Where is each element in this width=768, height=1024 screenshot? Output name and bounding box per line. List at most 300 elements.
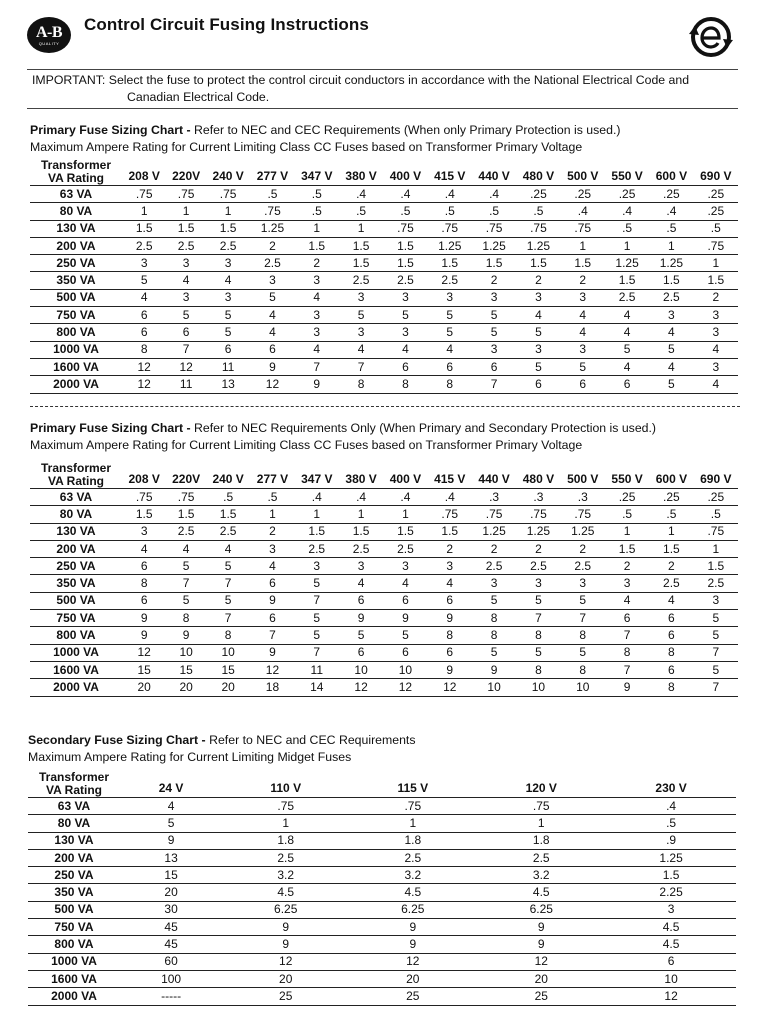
fuse-rating-cell: 9 (339, 610, 383, 627)
fuse-rating-cell: 4 (605, 324, 649, 341)
voltage-column-header: 600 V (655, 472, 688, 486)
fuse-rating-cell: 3 (383, 324, 427, 341)
voltage-column-header: 277 V (256, 472, 289, 486)
important-line-1: IMPORTANT: Select the fuse to protect the control circuit conductors in accordance with the National Electrical Code and (32, 73, 690, 87)
fuse-rating-cell: 2 (428, 540, 472, 557)
chart1-title-bold: Primary Fuse Sizing Chart - (30, 123, 191, 137)
fuse-rating-cell: 1 (383, 506, 427, 523)
fuse-rating-cell: 5 (561, 644, 605, 661)
fuse-rating-cell: 10 (561, 679, 605, 696)
va-rating-cell: 63 VA (30, 186, 122, 203)
va-rating-cell: 1000 VA (28, 953, 120, 970)
fuse-rating-cell: 4 (166, 272, 206, 289)
fuse-rating-cell: 12 (222, 953, 349, 970)
fuse-rating-cell: 1 (250, 506, 294, 523)
fuse-rating-cell: 5 (516, 592, 560, 609)
table-row (30, 324, 738, 341)
fuse-rating-cell: 20 (122, 679, 166, 696)
fuse-rating-cell: 5 (383, 307, 427, 324)
fuse-rating-cell: ----- (120, 988, 222, 1005)
voltage-column-header: 240 V (212, 169, 244, 183)
fuse-rating-cell: 2 (649, 558, 693, 575)
table-row (30, 540, 738, 557)
important-line-2: Canadian Electrical Code. (127, 90, 270, 104)
fuse-rating-cell: 7 (561, 610, 605, 627)
fuse-rating-cell: 3 (516, 341, 560, 358)
fuse-rating-cell: .75 (222, 798, 349, 815)
fuse-rating-cell: 1 (122, 203, 166, 220)
fuse-rating-cell: 2 (472, 272, 516, 289)
fuse-rating-cell: 5 (694, 661, 738, 678)
voltage-column-header: 220V (172, 169, 201, 183)
fuse-rating-cell: 1.25 (472, 237, 516, 254)
chart2-title-bold: Primary Fuse Sizing Chart - (30, 421, 191, 435)
important-rule (27, 108, 738, 109)
fuse-rating-cell: 1.25 (250, 220, 294, 237)
fuse-rating-cell: 7 (250, 627, 294, 644)
fuse-rating-cell: 12 (122, 376, 166, 393)
fuse-rating-cell: 1.5 (606, 867, 736, 884)
fuse-rating-cell: 6 (166, 324, 206, 341)
table-row (28, 815, 736, 832)
fuse-rating-cell: .4 (472, 186, 516, 203)
fuse-rating-cell: 3 (694, 592, 738, 609)
fuse-rating-cell: .25 (694, 489, 738, 506)
fuse-rating-cell: 1 (649, 237, 693, 254)
fuse-rating-cell: 2.5 (561, 558, 605, 575)
fuse-rating-cell: 3 (166, 289, 206, 306)
fuse-rating-cell: 2.5 (339, 540, 383, 557)
fuse-rating-cell: 6 (339, 592, 383, 609)
fuse-rating-cell: 8 (561, 627, 605, 644)
fuse-rating-cell: .4 (339, 186, 383, 203)
fuse-rating-cell: 7 (295, 592, 339, 609)
fuse-rating-cell: 6 (122, 324, 166, 341)
fuse-rating-cell: 8 (428, 627, 472, 644)
fuse-rating-cell: 9 (383, 610, 427, 627)
fuse-rating-cell: 1.25 (605, 255, 649, 272)
fuse-rating-cell: 7 (206, 610, 250, 627)
va-rating-cell: 1000 VA (30, 644, 122, 661)
table-row (28, 901, 736, 918)
fuse-rating-cell: 2.5 (649, 575, 693, 592)
fuse-rating-cell: .75 (694, 523, 738, 540)
fuse-rating-cell: 3 (206, 289, 250, 306)
fuse-rating-cell: 3 (561, 289, 605, 306)
fuse-rating-cell: 1.25 (516, 523, 560, 540)
fuse-rating-cell: .4 (649, 203, 693, 220)
fuse-rating-cell: 4 (206, 540, 250, 557)
fuse-rating-cell: 8 (561, 661, 605, 678)
fuse-rating-cell: .4 (606, 798, 736, 815)
va-rating-cell: 200 VA (30, 540, 122, 557)
fuse-rating-cell: 2.5 (250, 255, 294, 272)
table-row (30, 558, 738, 575)
fuse-rating-cell: 5 (339, 627, 383, 644)
secondary-fuse-table (28, 771, 736, 1006)
fuse-rating-cell: 6.25 (222, 901, 349, 918)
fuse-rating-cell: 5 (166, 558, 206, 575)
fuse-rating-cell: 3 (516, 575, 560, 592)
va-rating-cell: 750 VA (30, 610, 122, 627)
fuse-rating-cell: 60 (120, 953, 222, 970)
fuse-rating-cell: 4 (649, 592, 693, 609)
fuse-rating-cell: 2.5 (428, 272, 472, 289)
table-row (30, 610, 738, 627)
fuse-rating-cell: .75 (250, 203, 294, 220)
fuse-rating-cell: 9 (250, 644, 294, 661)
fuse-rating-cell: .75 (122, 186, 166, 203)
fuse-rating-cell: 1.25 (428, 237, 472, 254)
fuse-rating-cell: 5 (561, 592, 605, 609)
fuse-rating-cell: 3 (383, 289, 427, 306)
fuse-rating-cell: 5 (516, 358, 560, 375)
fuse-rating-cell: 3 (295, 558, 339, 575)
fuse-rating-cell: 3.2 (349, 867, 476, 884)
fuse-rating-cell: 4.5 (606, 936, 736, 953)
table-row (30, 644, 738, 661)
fuse-rating-cell: 12 (166, 358, 206, 375)
fuse-rating-cell: 12 (122, 358, 166, 375)
allen-bradley-logo (27, 17, 71, 53)
fuse-rating-cell: 3 (428, 289, 472, 306)
fuse-rating-cell: 30 (120, 901, 222, 918)
fuse-rating-cell: .75 (561, 220, 605, 237)
fuse-rating-cell: 12 (339, 679, 383, 696)
fuse-rating-cell: 5 (605, 341, 649, 358)
fuse-rating-cell: 4.5 (476, 884, 606, 901)
fuse-rating-cell: 45 (120, 919, 222, 936)
fuse-rating-cell: 4.5 (349, 884, 476, 901)
fuse-rating-cell: 5 (516, 324, 560, 341)
fuse-rating-cell: 2.5 (649, 289, 693, 306)
fuse-rating-cell: .25 (605, 186, 649, 203)
chart2-title-rest: Refer to NEC Requirements Only (When Primary and Secondary Protection is used.) (190, 421, 657, 435)
fuse-rating-cell: .25 (516, 186, 560, 203)
corner-header-line-1: Transformer (38, 770, 110, 784)
fuse-rating-cell: 8 (122, 575, 166, 592)
fuse-rating-cell: .25 (605, 489, 649, 506)
fuse-rating-cell: 5 (383, 627, 427, 644)
voltage-column-header: 440 V (478, 472, 510, 486)
table-row (30, 376, 738, 393)
voltage-column-header: 380 V (345, 169, 377, 183)
fuse-rating-cell: 6.25 (349, 901, 476, 918)
table-row (30, 289, 738, 306)
fuse-rating-cell: .4 (383, 489, 427, 506)
fuse-rating-cell: 2.5 (295, 540, 339, 557)
fuse-rating-cell: 9 (166, 627, 206, 644)
table-row (28, 798, 736, 815)
fuse-rating-cell: 10 (339, 661, 383, 678)
fuse-rating-cell: .5 (383, 203, 427, 220)
table-row (28, 919, 736, 936)
fuse-rating-cell: 3 (605, 575, 649, 592)
primary-fuse-table-1 (30, 159, 738, 394)
voltage-column-header: 480 V (522, 472, 555, 486)
fuse-rating-cell: 6.25 (476, 901, 606, 918)
fuse-rating-cell: 3 (472, 575, 516, 592)
fuse-rating-cell: 1.5 (339, 237, 383, 254)
fuse-rating-cell: 5 (206, 592, 250, 609)
voltage-column-header: 110 V (270, 781, 302, 795)
fuse-rating-cell: 1.5 (605, 272, 649, 289)
fuse-rating-cell: 6 (122, 307, 166, 324)
fuse-rating-cell: 6 (606, 953, 736, 970)
va-rating-cell: 800 VA (30, 324, 122, 341)
fuse-rating-cell: 15 (122, 661, 166, 678)
fuse-rating-cell: 10 (606, 970, 736, 987)
voltage-column-header: 347 V (301, 472, 333, 486)
va-rating-cell: 2000 VA (30, 376, 122, 393)
fuse-rating-cell: 6 (516, 376, 560, 393)
fuse-rating-cell: 5 (472, 644, 516, 661)
fuse-rating-cell: 1.5 (428, 255, 472, 272)
fuse-rating-cell: 9 (250, 592, 294, 609)
fuse-rating-cell: .75 (476, 798, 606, 815)
fuse-rating-cell: 2 (516, 540, 560, 557)
fuse-rating-cell: 7 (472, 376, 516, 393)
fuse-rating-cell: 3 (606, 901, 736, 918)
fuse-rating-cell: 8 (516, 661, 560, 678)
fuse-rating-cell: 5 (694, 610, 738, 627)
fuse-rating-cell: 4 (120, 798, 222, 815)
fuse-rating-cell: .25 (649, 489, 693, 506)
fuse-rating-cell: 8 (122, 341, 166, 358)
table-row (28, 970, 736, 987)
fuse-rating-cell: 4 (383, 341, 427, 358)
fuse-rating-cell: 5 (428, 307, 472, 324)
fuse-rating-cell: 4 (339, 575, 383, 592)
table-row (28, 849, 736, 866)
fuse-rating-cell: 5 (339, 307, 383, 324)
va-rating-cell: 250 VA (30, 558, 122, 575)
fuse-rating-cell: 6 (605, 610, 649, 627)
voltage-column-header: 690 V (700, 169, 732, 183)
fuse-rating-cell: 9 (222, 919, 349, 936)
fuse-rating-cell: 6 (206, 341, 250, 358)
fuse-rating-cell: .5 (516, 203, 560, 220)
fuse-rating-cell: 2.5 (166, 237, 206, 254)
fuse-rating-cell: 4 (694, 341, 738, 358)
fuse-rating-cell: 9 (605, 679, 649, 696)
fuse-rating-cell: 3 (472, 341, 516, 358)
fuse-rating-cell: 2 (605, 558, 649, 575)
fuse-rating-cell: 100 (120, 970, 222, 987)
fuse-rating-cell: 15 (166, 661, 206, 678)
fuse-rating-cell: .5 (206, 489, 250, 506)
fuse-rating-cell: 3 (339, 289, 383, 306)
fuse-rating-cell: 1.5 (694, 558, 738, 575)
fuse-rating-cell: 7 (694, 644, 738, 661)
fuse-rating-cell: 4 (383, 575, 427, 592)
fuse-rating-cell: 7 (605, 627, 649, 644)
va-rating-header (30, 159, 122, 186)
chart3-subtitle: Maximum Ampere Rating for Current Limiting Midget Fuses (28, 749, 352, 764)
fuse-rating-cell: 1 (605, 523, 649, 540)
fuse-rating-cell: 9 (349, 919, 476, 936)
table-row (30, 661, 738, 678)
fuse-rating-cell: 4 (295, 289, 339, 306)
fuse-rating-cell: 1.5 (472, 255, 516, 272)
fuse-rating-cell: 2.5 (383, 540, 427, 557)
fuse-rating-cell: 6 (605, 376, 649, 393)
fuse-rating-cell: 45 (120, 936, 222, 953)
fuse-rating-cell: 15 (206, 661, 250, 678)
fuse-rating-cell: 4 (694, 376, 738, 393)
fuse-rating-cell: 3 (694, 358, 738, 375)
fuse-rating-cell: 5 (649, 341, 693, 358)
fuse-rating-cell: 20 (166, 679, 206, 696)
fuse-rating-cell: .5 (339, 203, 383, 220)
fuse-rating-cell: .5 (694, 506, 738, 523)
voltage-column-header: 24 V (158, 781, 184, 795)
fuse-rating-cell: 3.2 (476, 867, 606, 884)
fuse-rating-cell: 1 (166, 203, 206, 220)
fuse-rating-cell: 5 (120, 815, 222, 832)
fuse-rating-cell: 2 (694, 289, 738, 306)
fuse-rating-cell: 3 (206, 255, 250, 272)
fuse-rating-cell: 3.2 (222, 867, 349, 884)
fuse-rating-cell: 2.5 (383, 272, 427, 289)
fuse-rating-cell: 1 (694, 255, 738, 272)
fuse-rating-cell: 9 (222, 936, 349, 953)
va-rating-cell: 63 VA (28, 798, 120, 815)
chart3-title-bold: Secondary Fuse Sizing Chart - (28, 733, 206, 747)
fuse-rating-cell: .4 (339, 489, 383, 506)
fuse-rating-cell: .5 (605, 506, 649, 523)
fuse-rating-cell: 5 (428, 324, 472, 341)
va-rating-cell: 500 VA (30, 592, 122, 609)
voltage-column-header: 380 V (345, 472, 377, 486)
fuse-rating-cell: 1.5 (339, 523, 383, 540)
voltage-column-header: 480 V (522, 169, 555, 183)
fuse-rating-cell: 6 (383, 644, 427, 661)
fuse-rating-cell: 4 (605, 592, 649, 609)
fuse-rating-cell: 9 (349, 936, 476, 953)
fuse-rating-cell: 3 (694, 307, 738, 324)
fuse-rating-cell: 1.5 (383, 237, 427, 254)
table-row (28, 884, 736, 901)
fuse-rating-cell: 4 (649, 358, 693, 375)
fuse-rating-cell: 3 (250, 272, 294, 289)
table-row (30, 341, 738, 358)
fuse-rating-cell: 5 (694, 627, 738, 644)
voltage-column-header: 115 V (397, 781, 429, 795)
fuse-rating-cell: .4 (428, 186, 472, 203)
fuse-rating-cell: 6 (339, 644, 383, 661)
fuse-rating-cell: 2.5 (349, 849, 476, 866)
table-row (30, 523, 738, 540)
fuse-rating-cell: 1.5 (206, 506, 250, 523)
fuse-rating-cell: 8 (339, 376, 383, 393)
voltage-column-header: 415 V (434, 169, 466, 183)
fuse-rating-cell: .25 (649, 186, 693, 203)
fuse-rating-cell: 1 (561, 237, 605, 254)
table-row (30, 255, 738, 272)
corner-header-line-2: VA Rating (48, 474, 104, 488)
fuse-rating-cell: 12 (476, 953, 606, 970)
fuse-rating-cell: 2.5 (516, 558, 560, 575)
voltage-column-header: 208 V (128, 472, 160, 486)
fuse-rating-cell: 1 (694, 540, 738, 557)
voltage-column-header: 400 V (389, 169, 422, 183)
table-row (30, 506, 738, 523)
fuse-rating-cell: 2 (250, 523, 294, 540)
fuse-rating-cell: .4 (605, 203, 649, 220)
fuse-rating-cell: 7 (166, 575, 206, 592)
fuse-rating-cell: 1.5 (206, 220, 250, 237)
table-row (30, 272, 738, 289)
voltage-column-header: 550 V (611, 169, 643, 183)
fuse-rating-cell: 9 (428, 610, 472, 627)
fuse-rating-cell: 4 (428, 575, 472, 592)
fuse-rating-cell: .5 (605, 220, 649, 237)
va-rating-cell: 63 VA (30, 489, 122, 506)
va-rating-cell: 250 VA (28, 867, 120, 884)
chart1-title-rest: Refer to NEC and CEC Requirements (When only Primary Protection is used.) (190, 123, 621, 137)
fuse-rating-cell: 5 (649, 376, 693, 393)
logo-text: A-B (35, 23, 63, 41)
fuse-rating-cell: .75 (166, 489, 206, 506)
fuse-rating-cell: .25 (561, 186, 605, 203)
fuse-rating-cell: 25 (222, 988, 349, 1005)
fuse-rating-cell: 6 (383, 358, 427, 375)
fuse-rating-cell: 1.8 (349, 832, 476, 849)
fuse-rating-cell: 2.5 (476, 849, 606, 866)
fuse-rating-cell: 3 (166, 255, 206, 272)
fuse-rating-cell: 12 (250, 661, 294, 678)
fuse-rating-cell: 8 (383, 376, 427, 393)
fuse-rating-cell: 3 (295, 307, 339, 324)
fuse-rating-cell: 5 (561, 358, 605, 375)
fuse-rating-cell: 1.5 (166, 506, 206, 523)
fuse-rating-cell: 10 (206, 644, 250, 661)
fuse-rating-cell: 6 (383, 592, 427, 609)
voltage-column-header: 208 V (128, 169, 160, 183)
fuse-rating-cell: 20 (120, 884, 222, 901)
fuse-rating-cell: 15 (120, 867, 222, 884)
fuse-rating-cell: 5 (206, 307, 250, 324)
voltage-column-header: 690 V (700, 472, 732, 486)
voltage-column-header: 500 V (567, 169, 599, 183)
va-rating-cell: 500 VA (28, 901, 120, 918)
fuse-rating-cell: 7 (206, 575, 250, 592)
fuse-rating-cell: 2 (250, 237, 294, 254)
fuse-rating-cell: 5 (472, 592, 516, 609)
fuse-rating-cell: 4 (250, 324, 294, 341)
voltage-column-header: 400 V (389, 472, 422, 486)
voltage-column-header: 440 V (478, 169, 510, 183)
fuse-rating-cell: 4.5 (222, 884, 349, 901)
fuse-rating-cell: 1.5 (383, 255, 427, 272)
fuse-rating-cell: 5 (472, 307, 516, 324)
va-rating-cell: 350 VA (30, 272, 122, 289)
table-row (30, 237, 738, 254)
va-rating-cell: 1600 VA (28, 970, 120, 987)
fuse-rating-cell: .75 (516, 506, 560, 523)
table-row (28, 936, 736, 953)
fuse-rating-cell: 5 (295, 627, 339, 644)
fuse-rating-cell: 7 (605, 661, 649, 678)
fuse-rating-cell: .25 (694, 203, 738, 220)
primary-fuse-table-2 (30, 462, 738, 697)
fuse-rating-cell: .3 (561, 489, 605, 506)
voltage-column-header: 277 V (256, 169, 289, 183)
fuse-rating-cell: 3 (694, 324, 738, 341)
fuse-rating-cell: .5 (295, 186, 339, 203)
table-row (30, 627, 738, 644)
